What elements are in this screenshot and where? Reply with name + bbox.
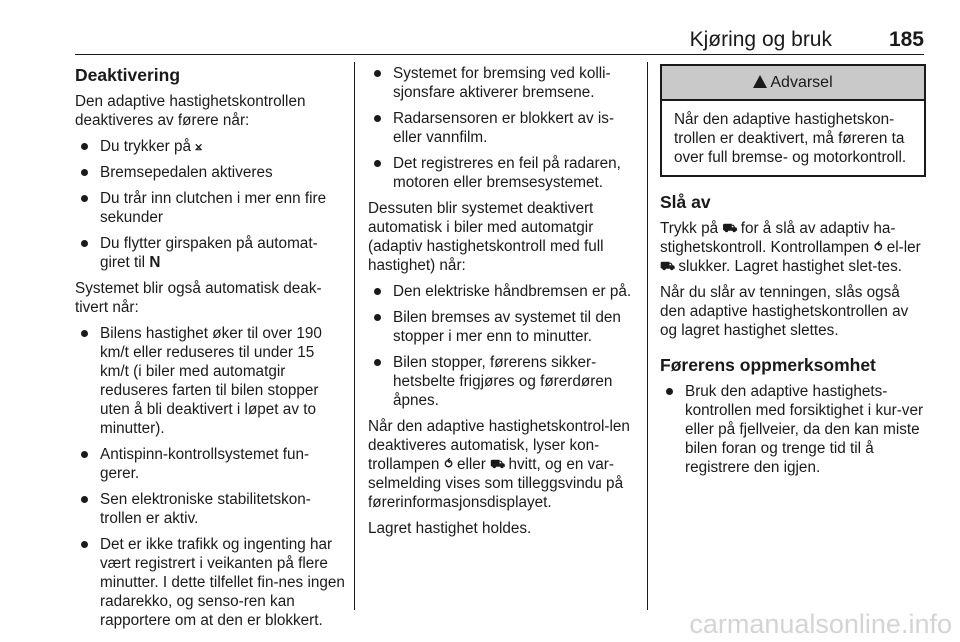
list-item: Bilens hastighet øker til over 190 km/t eller reduseres til under 15 km/t (i biler med automatgir reduseres farten til bilen stopper uten å bli deaktivert i løpet av to minutter). [75, 324, 345, 438]
section-heading-deaktivering: Deaktivering [75, 65, 181, 85]
section-heading-forerens-oppmerksomhet: Førerens oppmerksomhet [660, 355, 876, 375]
section-heading-sla-av: Slå av [660, 192, 711, 212]
page-header [75, 26, 924, 55]
list-item: Sen elektroniske stabilitetskon-trollen er aktiv. [75, 490, 345, 528]
cruise-control-icon: ⥀ [873, 240, 883, 254]
paragraph: Når du slår av tenningen, slås også den adaptive hastighetskontrollen av og lagret hastighet slettes. [660, 284, 909, 339]
paragraph: Den adaptive hastighetskontrollen deaktiveres av førere når: [75, 93, 306, 129]
list-item: Antispinn-kontrollsystemet fun-gerer. [75, 445, 345, 483]
adaptive-cruise-icon: ⛟ [722, 221, 737, 235]
bullet-list [75, 137, 345, 272]
column-divider [647, 62, 648, 610]
list-item: Bilen bremses av systemet til den stopper i mer enn to minutter. [368, 308, 636, 346]
list-item: Du trår inn clutchen i mer enn fire sekunder [75, 189, 345, 227]
warning-header: Advarsel [662, 66, 924, 101]
column-divider [354, 62, 355, 610]
cruise-control-icon: ⥀ [443, 457, 453, 471]
list-item: Radarsensoren er blokkert av is-eller vannfilm. [368, 109, 636, 147]
warning-text: Når den adaptive hastighetskon-trollen er deaktivert, må føreren ta over full bremse- og motorkontroll. [674, 111, 907, 166]
gear-n-symbol: N [149, 254, 161, 271]
list-item: Du trykker på ⨲ [75, 137, 345, 156]
list-item: Den elektriske håndbremsen er på. [368, 282, 636, 301]
paragraph: Trykk på ⛟ for å slå av adaptiv ha-stighetskontroll. Kontrollampen ⥀ el-ler ⛟ slukker. Lagret hastighet slet-tes. [660, 220, 921, 275]
bullet-list [368, 282, 636, 410]
column-3 [660, 64, 926, 484]
adaptive-cruise-icon: ⛟ [660, 259, 675, 273]
paragraph: Lagret hastighet holdes. [368, 520, 532, 537]
list-item: Bruk den adaptive hastighets-kontrollen med forsiktighet i kur-ver eller på fjellveier, da den kan miste bilen foran og trenge tid til å registrere den igjen. [660, 382, 926, 477]
header-title: Kjøring og bruk [689, 28, 832, 51]
bullet-list [75, 324, 345, 630]
page-number: 185 [888, 28, 924, 51]
list-item: Det er ikke trafikk og ingenting har vært registrert i veikanten på flere minutter. I dette tilfellet fin-nes ingen radarekko, og senso-ren kan rapportere om at den er blokkert. [75, 535, 345, 630]
cancel-cruise-icon: ⨲ [195, 139, 201, 153]
column-2 [368, 64, 636, 545]
column-1 [75, 64, 345, 637]
warning-box [660, 64, 926, 177]
list-item: Bremsepedalen aktiveres [75, 163, 345, 182]
bullet-list [368, 64, 636, 192]
paragraph: Når den adaptive hastighetskontrol-len deaktiveres automatisk, lyser kon-trollampen ⥀ eller ⛟ hvitt, og en var-selmelding vises som tilleggsvindu på førerinformasjonsdisplayet. [368, 418, 630, 511]
list-item: Det registreres en feil på radaren, motoren eller bremsesystemet. [368, 154, 636, 192]
paragraph: Dessuten blir systemet deaktivert automatisk i biler med automatgir (adaptiv hastighetskontroll med full hastighet) når: [368, 200, 604, 274]
bullet-list [660, 382, 926, 477]
watermark: carmanualsonline.info [689, 609, 952, 639]
list-item: Bilen stopper, førerens sikker-hetsbelte frigjøres og førerdøren åpnes. [368, 353, 636, 410]
list-item: Du flytter girspaken på automat-giret til N [75, 234, 345, 272]
paragraph: Systemet blir også automatisk deak-tivert når: [75, 280, 322, 316]
list-item: Systemet for bremsing ved kolli-sjonsfare aktiverer bremsene. [368, 64, 636, 102]
adaptive-cruise-icon: ⛟ [490, 457, 505, 471]
warning-triangle-icon [753, 75, 767, 88]
